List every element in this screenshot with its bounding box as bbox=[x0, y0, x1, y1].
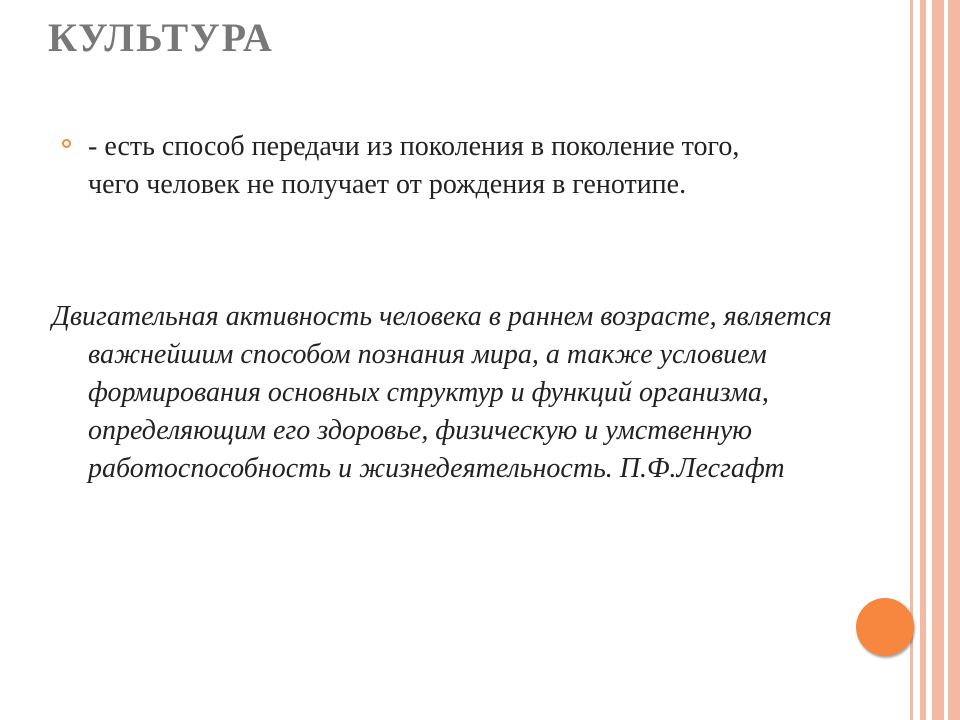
slide-title: КУЛЬТУРА bbox=[48, 15, 274, 60]
decorative-stripes bbox=[910, 0, 960, 720]
orange-circle-icon bbox=[856, 598, 914, 656]
bullet-text: - есть способ передачи из поколения в поколение того, чего человек не получает от рождения в генотипе. bbox=[88, 131, 740, 200]
bullet-circle-icon bbox=[62, 139, 71, 148]
quote-text: Двигательная активность человека в раннем возрасте, является важнейшим способом познания мира, а также условием формирования основных структур и функций организма, определяющим его здоровье, физическую и умственную работоспособность и жизнедеятельность. П.Ф.Лесгафт bbox=[52, 301, 832, 484]
